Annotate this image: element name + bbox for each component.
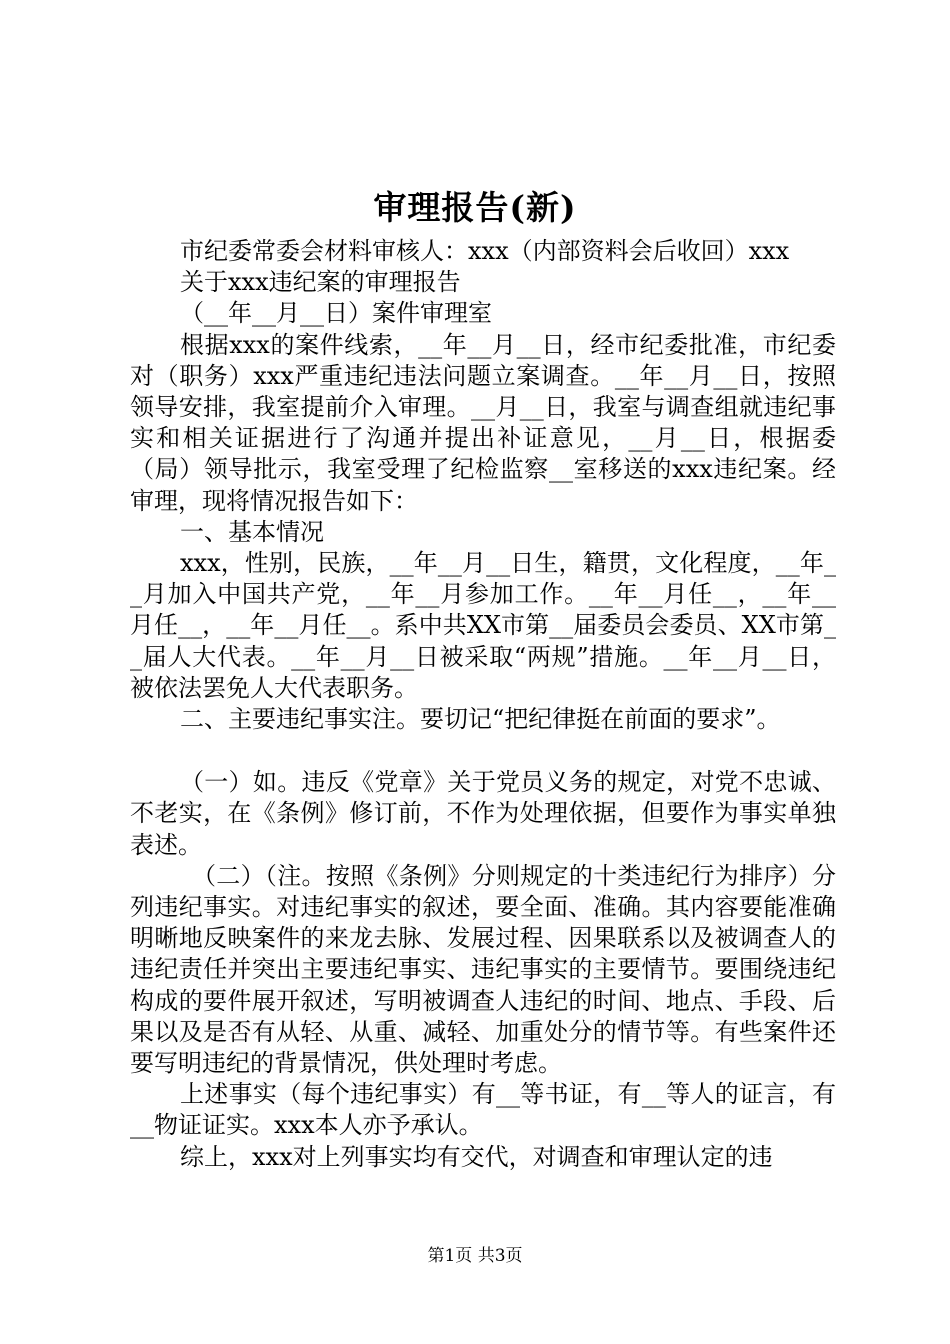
paragraph-evidence: 上述事实（每个违纪事实）有__等书证，有__等人的证言，有__物证证实。xxx本人亦予承认。 bbox=[130, 1080, 836, 1140]
section-heading-main-facts: 二、主要违纪事实注。要切记“把纪律挺在前面的要求”。 bbox=[180, 705, 781, 734]
paragraph-intro: 根据xxx的案件线索，__年__月__日，经市纪委批准，市纪委对（职务）xxx严重违纪违法问题立案调查。__年__月__日，按照领导安排，我室提前介入审理。__月__日，我室与调查组就违纪事实和相关证据进行了沟通并提出补证意见，__月__日，根据委（局）领导批示，我室受理了纪检监察__室移送的xxx违纪案。经审理，现将情况报告如下： bbox=[130, 330, 836, 515]
paragraph-fact-two: （二）（注。按照《条例》分则规定的十类违纪行为排序）分列违纪事实。对违纪事实的叙述，要全面、准确。其内容要能准确明晰地反映案件的来龙去脉、发展过程、因果联系以及被调查人的违纪责任并突出主要违纪事实、违纪事实的主要情节。要围绕违纪构成的要件展开叙述，写明被调查人违纪的时间、地点、手段、后果以及是否有从轻、从重、减轻、加重处分的情节等。有些案件还要写明违纪的背景情况，供处理时考虑。 bbox=[130, 861, 836, 1078]
document-title: 审理报告(新) bbox=[373, 188, 577, 227]
paragraph-spacer bbox=[130, 735, 836, 767]
paragraph-basic-info: xxx，性别，民族，__年__月__日生，籍贯，文化程度，__年__月加入中国共产党，__年__月参加工作。__年__月任__，__年__月任__，__年__月任__。系中共XX市第__届委员会委员、XX市第__届人大代表。__年__月__日被采取“两规”措施。__年__月__日，被依法罢免人大代表职务。 bbox=[130, 549, 836, 702]
header-line-reviewer: 市纪委常委会材料审核人：xxx（内部资料会后收回）xxx bbox=[180, 237, 790, 265]
section-heading-basic-info: 一、基本情况 bbox=[180, 517, 324, 546]
document-body bbox=[130, 236, 836, 1173]
paragraph-summary: 综上，xxx对上列事实均有交代，对调查和审理认定的违 bbox=[180, 1142, 773, 1171]
page-number-footer: 第1页 共3页 bbox=[427, 1246, 523, 1266]
report-subject-line: 关于xxx违纪案的审理报告 bbox=[180, 268, 461, 297]
report-date-line: （__年__月__日）案件审理室 bbox=[180, 299, 492, 328]
paragraph-fact-one: （一）如。违反《党章》关于党员义务的规定，对党不忠诚、不老实，在《条例》修订前，不作为处理依据，但要作为事实单独表述。 bbox=[130, 768, 836, 859]
